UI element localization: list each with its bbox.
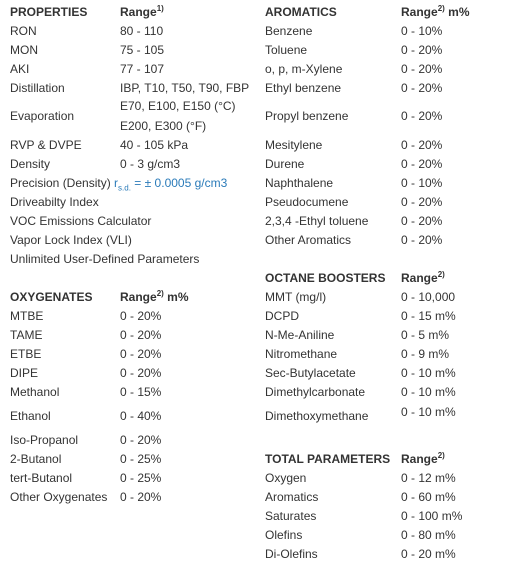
total-parameter-value: 0 - 60 m% xyxy=(401,490,456,504)
oxygenate-name: Other Oxygenates xyxy=(10,490,108,504)
property-extra-label: Driveabilty Index xyxy=(10,195,99,209)
aromatic-value: 0 - 20% xyxy=(401,81,443,95)
precision-r: r xyxy=(114,176,119,190)
total-parameter-name: Aromatics xyxy=(265,490,319,504)
property-value: 40 - 105 kPa xyxy=(120,138,189,152)
range-text: Range xyxy=(401,5,438,19)
oxygenate-name: Methanol xyxy=(10,385,60,399)
total-parameter-name: Saturates xyxy=(265,509,317,523)
octane-booster-value: 0 - 5 m% xyxy=(401,328,450,342)
aromatic-name: Propyl benzene xyxy=(265,109,349,123)
octane-booster-value: 0 - 10 m% xyxy=(401,405,456,419)
aromatic-value: 0 - 20% xyxy=(401,214,443,228)
property-name: Distillation xyxy=(10,81,65,95)
aromatic-name: Pseudocumene xyxy=(265,195,349,209)
total-parameter-value: 0 - 12 m% xyxy=(401,471,456,485)
aromatic-name: Mesitylene xyxy=(265,138,323,152)
property-value: 75 - 105 xyxy=(120,43,165,57)
oxygenate-value: 0 - 20% xyxy=(120,309,162,323)
oxygenates-range-label xyxy=(120,290,189,304)
octane-boosters-range-label xyxy=(401,271,445,285)
total-parameters-range-label xyxy=(401,452,445,466)
aromatic-value: 0 - 10% xyxy=(401,24,443,38)
property-extra xyxy=(10,252,199,266)
property-value: E200, E300 (°F) xyxy=(120,119,207,133)
range-footnote: 2) xyxy=(437,4,445,13)
precision-amount: = ± 0.0005 g/cm3 xyxy=(134,176,228,190)
aromatic-name: 2,3,4 -Ethyl toluene xyxy=(265,214,369,228)
property-extra xyxy=(10,195,99,209)
oxygenate-value: 0 - 20% xyxy=(120,433,162,447)
aromatic-value: 0 - 20% xyxy=(401,157,443,171)
oxygenate-name: MTBE xyxy=(10,309,44,323)
property-extra-label: Vapor Lock Index (VLI) xyxy=(10,233,132,247)
oxygenate-name: Ethanol xyxy=(10,409,51,423)
aromatic-value: 0 - 20% xyxy=(401,195,443,209)
oxygenate-name: Iso-Propanol xyxy=(10,433,79,447)
total-parameter-value: 0 - 20 m% xyxy=(401,547,456,561)
aromatics-title: AROMATICS xyxy=(265,5,337,19)
oxygenate-value: 0 - 20% xyxy=(120,366,162,380)
aromatic-value: 0 - 20% xyxy=(401,62,443,76)
oxygenate-value: 0 - 20% xyxy=(120,347,162,361)
property-name: RON xyxy=(10,24,37,38)
oxygenate-name: 2-Butanol xyxy=(10,452,62,466)
octane-booster-value: 0 - 10 m% xyxy=(401,366,456,380)
range-text: Range xyxy=(401,271,438,285)
oxygenate-name: TAME xyxy=(10,328,43,342)
octane-booster-name: MMT (mg/l) xyxy=(265,290,327,304)
range-footnote: 1) xyxy=(156,4,164,13)
aromatic-value: 0 - 20% xyxy=(401,233,443,247)
aromatic-name: Naphthalene xyxy=(265,176,334,190)
aromatic-value: 0 - 20% xyxy=(401,43,443,57)
oxygenates-title: OXYGENATES xyxy=(10,290,93,304)
octane-booster-name: N-Me-Aniline xyxy=(265,328,335,342)
aromatic-value: 0 - 10% xyxy=(401,176,443,190)
octane-booster-name: Sec-Butylacetate xyxy=(265,366,356,380)
octane-booster-value: 0 - 15 m% xyxy=(401,309,456,323)
range-text: Range xyxy=(401,452,438,466)
property-value: 80 - 110 xyxy=(120,24,164,38)
oxygenate-value: 0 - 15% xyxy=(120,385,162,399)
oxygenate-name: ETBE xyxy=(10,347,42,361)
octane-booster-value: 0 - 10,000 xyxy=(401,290,456,304)
oxygenate-value: 0 - 25% xyxy=(120,471,162,485)
aromatics-range-label xyxy=(401,5,470,19)
aromatic-name: Ethyl benzene xyxy=(265,81,342,95)
aromatic-value: 0 - 20% xyxy=(401,109,443,123)
oxygenate-value: 0 - 25% xyxy=(120,452,162,466)
total-parameters-title: TOTAL PARAMETERS xyxy=(265,452,391,466)
property-value: E70, E100, E150 (°C) xyxy=(120,99,236,113)
precision-row xyxy=(10,176,228,193)
aromatic-name: Durene xyxy=(265,157,305,171)
range-unit: m% xyxy=(167,290,189,304)
total-parameter-value: 0 - 100 m% xyxy=(401,509,463,523)
precision-value xyxy=(111,176,228,193)
property-extra xyxy=(10,214,151,228)
range-text: Range xyxy=(120,290,157,304)
total-parameter-name: Olefins xyxy=(265,528,303,542)
octane-booster-name: Dimethylcarbonate xyxy=(265,385,366,399)
total-parameter-name: Di-Olefins xyxy=(265,547,318,561)
octane-booster-name: DCPD xyxy=(265,309,300,323)
aromatic-name: Benzene xyxy=(265,24,313,38)
aromatic-value: 0 - 20% xyxy=(401,138,443,152)
properties-range-label xyxy=(120,5,164,19)
precision-name: Precision (Density) xyxy=(10,176,111,190)
property-name: AKI xyxy=(10,62,30,76)
total-parameter-name: Oxygen xyxy=(265,471,307,485)
range-footnote: 2) xyxy=(437,451,445,460)
oxygenate-value: 0 - 20% xyxy=(120,490,162,504)
octane-booster-name: Dimethoxymethane xyxy=(265,409,369,423)
property-value: 77 - 107 xyxy=(120,62,165,76)
oxygenate-name: tert-Butanol xyxy=(10,471,73,485)
property-name: Density xyxy=(10,157,51,171)
octane-booster-value: 0 - 9 m% xyxy=(401,347,450,361)
aromatic-name: o, p, m-Xylene xyxy=(265,62,343,76)
range-text: Range xyxy=(120,5,157,19)
range-footnote: 2) xyxy=(437,270,445,279)
oxygenate-name: DIPE xyxy=(10,366,39,380)
octane-boosters-title: OCTANE BOOSTERS xyxy=(265,271,386,285)
octane-booster-value: 0 - 10 m% xyxy=(401,385,456,399)
property-name: MON xyxy=(10,43,38,57)
oxygenate-value: 0 - 40% xyxy=(120,409,162,423)
oxygenate-value: 0 - 20% xyxy=(120,328,162,342)
property-name: Evaporation xyxy=(10,109,75,123)
property-extra-label: VOC Emissions Calculator xyxy=(10,214,152,228)
property-extra-label: Unlimited User-Defined Parameters xyxy=(10,252,200,266)
total-parameter-value: 0 - 80 m% xyxy=(401,528,456,542)
property-value: IBP, T10, T50, T90, FBP xyxy=(120,81,250,95)
precision-sub: s.d. xyxy=(118,183,131,193)
octane-booster-name: Nitromethane xyxy=(265,347,338,361)
range-footnote: 2) xyxy=(156,289,164,298)
property-value: 0 - 3 g/cm3 xyxy=(120,157,181,171)
property-name: RVP & DVPE xyxy=(10,138,82,152)
aromatic-name: Toluene xyxy=(265,43,308,57)
aromatic-name: Other Aromatics xyxy=(265,233,352,247)
range-unit: m% xyxy=(448,5,470,19)
properties-title: PROPERTIES xyxy=(10,5,88,19)
property-extra xyxy=(10,233,132,247)
